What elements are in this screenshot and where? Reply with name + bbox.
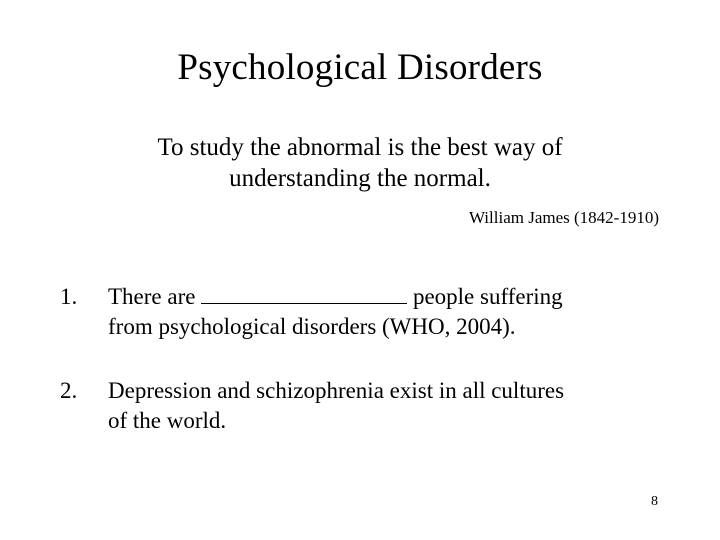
- list-item-line-2: from psychological disorders (WHO, 2004).: [108, 314, 516, 339]
- list-item-number: 2.: [60, 378, 78, 403]
- quote-line-2: understanding the normal.: [229, 165, 491, 192]
- quote-attribution: William James (1842-1910): [468, 208, 659, 227]
- list-item-line-2: of the world.: [108, 408, 227, 433]
- list-item-line-1: Depression and schizophrenia exist in all cultures: [108, 378, 565, 403]
- list-item-number: 1.: [60, 284, 78, 309]
- text-before-blank: There are: [108, 284, 196, 309]
- fill-in-blank: [201, 282, 407, 304]
- text-after-blank: people suffering: [412, 284, 563, 309]
- quote-line-1: To study the abnormal is the best way of: [157, 134, 563, 161]
- list-item-text: [108, 282, 668, 342]
- quote: [90, 132, 630, 194]
- slide-title: Psychological Disorders: [177, 47, 543, 88]
- list-item-text: [108, 376, 668, 436]
- list-item-line-1: [108, 282, 668, 312]
- page-number: 8: [651, 494, 658, 509]
